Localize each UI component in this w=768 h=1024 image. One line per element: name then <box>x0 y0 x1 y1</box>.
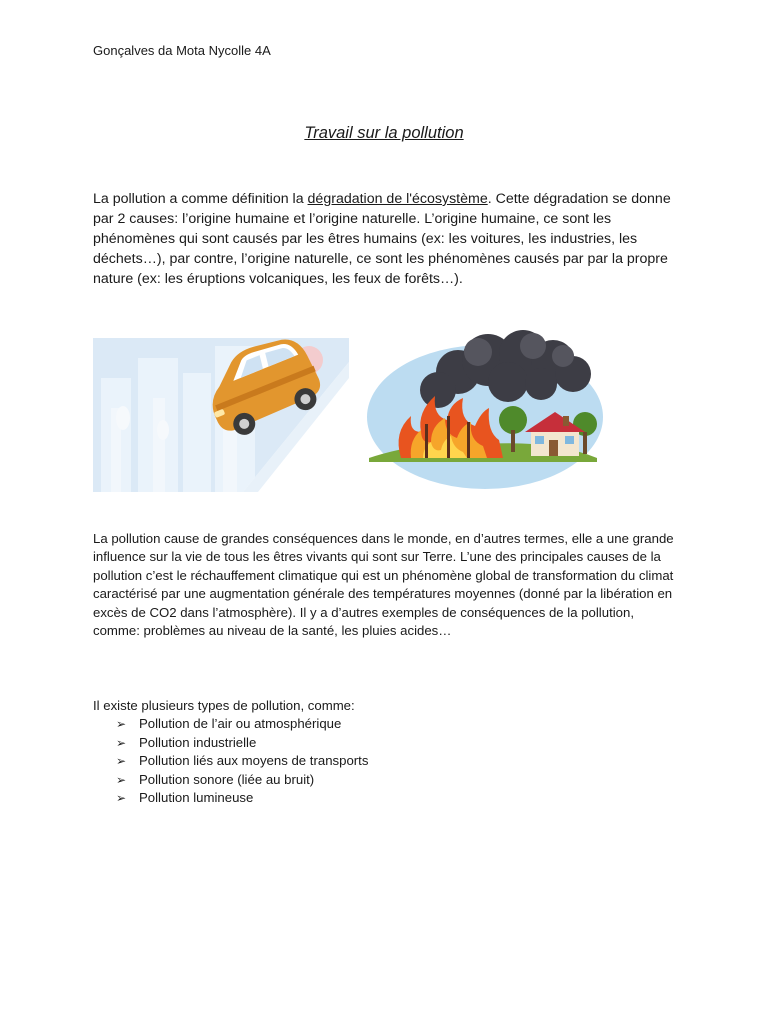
pollution-types-list <box>93 715 683 807</box>
list-item-label: Pollution de l’air ou atmosphérique <box>139 716 342 732</box>
types-intro: Il existe plusieurs types de pollution, comme: <box>93 698 355 713</box>
list-item-label: Pollution lumineuse <box>139 790 254 806</box>
intro-text-2: pollution <box>112 191 166 207</box>
list-item <box>116 771 683 789</box>
arrow-bullet-icon: ➢ <box>116 772 127 787</box>
intro-text-3: a comme définition la <box>165 191 308 207</box>
list-item-label: Pollution industrielle <box>139 734 257 750</box>
list-item <box>116 789 683 807</box>
list-item <box>116 734 683 752</box>
arrow-bullet-icon: ➢ <box>116 717 127 732</box>
arrow-bullet-icon: ➢ <box>116 735 127 750</box>
intro-paragraph <box>93 189 683 289</box>
illustrations <box>93 312 613 492</box>
author-line: Gonçalves da Mota Nycolle 4A <box>93 43 271 58</box>
pollution-types-section <box>93 697 683 807</box>
forest-fire-illustration <box>363 312 613 490</box>
consequences-paragraph: La pollution cause de grandes conséquences dans le monde, en d’autres termes, elle a une grande influence sur la vie de tous les êtres vivants qui sont sur Terre. L’une des principales causes de la pollution c’est le réchauffement climatique qui est un phénomène global de transformation du climat caractérisé par une augmentation générale des températures moyennes (donné par la libération en excès de CO2 dans l’atmosphère). Il y a d’autres exemples de conséquences de la pollution, comme: problèmes au niveau de la santé, les pluies acides… <box>93 531 674 639</box>
list-item <box>116 715 683 733</box>
intro-text-1: La <box>93 191 113 207</box>
list-item-label: Pollution liés aux moyens de transports <box>139 753 369 769</box>
intro-text-4: . Cette dégradation se donne par 2 causes: l’origine humaine et l’origine naturelle. L’origine humaine, ce sont les phénomènes qui sont causés par les êtres humains (ex: les voitures, les industries, les déchets…), par contre, l’origine naturelle, ce sont les phénomènes causés par par la propre nature (ex: les éruptions volcaniques, les feux de forêts…). <box>93 191 671 287</box>
ecosystem-link[interactable]: dégradation de l'écosystème <box>307 191 488 207</box>
arrow-bullet-icon: ➢ <box>116 754 127 769</box>
car-pollution-illustration <box>93 338 349 492</box>
arrow-bullet-icon: ➢ <box>116 791 127 806</box>
list-item <box>116 752 683 770</box>
document-title: Travail sur la pollution <box>304 124 464 142</box>
list-item-label: Pollution sonore (liée au bruit) <box>139 771 315 787</box>
